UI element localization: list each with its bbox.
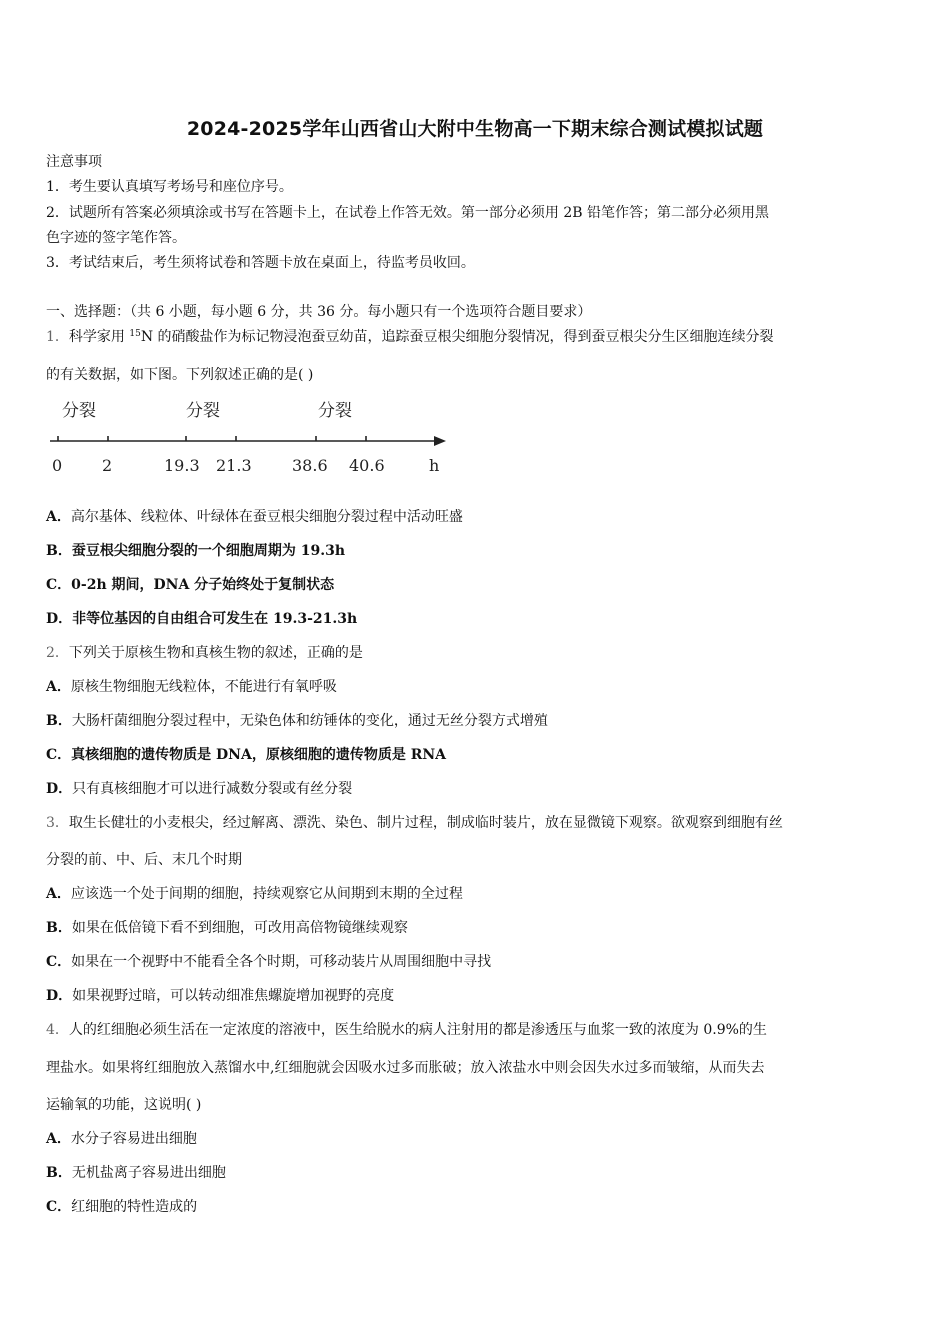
timeline-figure: [46, 390, 456, 480]
option-2b: B．大肠杆菌细胞分裂过程中，无染色体和纺锤体的变化，通过无丝分裂方式增殖: [46, 713, 548, 729]
option-2d: D．只有真核细胞才可以进行减数分裂或有丝分裂: [46, 781, 353, 797]
question-1-stem-cont: 的有关数据，如下图。下列叙述正确的是( ): [46, 367, 314, 383]
tick-label: 38.6: [292, 456, 328, 475]
question-3-stem: 3．取生长健壮的小麦根尖，经过解离、漂洗、染色、制片过程，制成临时装片，放在显微镜下观察。欲观察到细胞有丝: [46, 815, 783, 831]
option-3c: C．如果在一个视野中不能看全各个时期，可移动装片从周围细胞中寻找: [46, 954, 492, 970]
question-4-stem-cont: 运输氧的功能，这说明( ): [46, 1097, 202, 1113]
option-3a: A．应该选一个处于间期的细胞，持续观察它从间期到末期的全过程: [46, 886, 463, 902]
question-number: 3．: [46, 815, 69, 831]
option-4a: A．水分子容易进出细胞: [46, 1131, 197, 1147]
page-title: 2024-2025学年山西省山大附中生物高一下期末综合测试模拟试题: [186, 118, 764, 140]
cell-cycle-timeline: [46, 390, 456, 480]
option-3b: B．如果在低倍镜下看不到细胞，可改用高倍物镜继续观察: [46, 920, 408, 936]
section-heading: 一、选择题：（共 6 小题，每小题 6 分，共 36 分。每小题只有一个选项符合题目要求）: [46, 304, 592, 320]
option-3d: D．如果视野过暗，可以转动细准焦螺旋增加视野的亮度: [46, 988, 395, 1004]
tick-label: 19.3: [164, 456, 200, 475]
notice-item: 2．试题所有答案必须填涂或书写在答题卡上，在试卷上作答无效。第一部分必须用 2B 铅笔作答；第二部分必须用黑: [46, 205, 769, 221]
option-4c: C．红细胞的特性造成的: [46, 1199, 198, 1215]
question-number: 4．: [46, 1022, 69, 1038]
question-1-stem: 1．科学家用 $^{15}$N 的硝酸盐作为标记物浸泡蚕豆幼苗，追踪蚕豆根尖细胞分裂情况，得到蚕豆根尖分生区细胞连续分裂: [46, 329, 774, 345]
question-4-stem: 4．人的红细胞必须生活在一定浓度的溶液中，医生给脱水的病人注射用的都是渗透压与血浆一致的浓度为 0.9%的生: [46, 1022, 767, 1038]
option-4b: B．无机盐离子容易进出细胞: [46, 1165, 226, 1181]
option-1b: B．蚕豆根尖细胞分裂的一个细胞周期为 19.3h: [46, 543, 345, 559]
notice-heading: 注意事项: [46, 154, 102, 170]
notice-item: 3．考试结束后，考生须将试卷和答题卡放在桌面上，待监考员收回。: [46, 255, 475, 271]
question-2-stem: 2．下列关于原核生物和真核生物的叙述，正确的是: [46, 645, 363, 661]
question-4-stem-cont: 理盐水。如果将红细胞放入蒸馏水中,红细胞就会因吸水过多而胀破；放入浓盐水中则会因失水过多而皱缩，从而失去: [46, 1060, 765, 1076]
tick-label: 40.6: [349, 456, 385, 475]
option-2a: A．原核生物细胞无线粒体，不能进行有氧呼吸: [46, 679, 337, 695]
option-2c: C．真核细胞的遗传物质是 DNA，原核细胞的遗传物质是 RNA: [46, 747, 446, 763]
tick-label: 2: [102, 456, 113, 475]
division-label: 分裂: [318, 401, 352, 421]
division-label: 分裂: [62, 401, 96, 421]
question-number: 1．: [46, 329, 69, 345]
question-3-stem-cont: 分裂的前、中、后、末几个时期: [46, 852, 242, 868]
notice-item: 1．考生要认真填写考场号和座位序号。: [46, 179, 293, 195]
option-1c: C．0-2h 期间，DNA 分子始终处于复制状态: [46, 577, 335, 593]
unit-label: h: [429, 456, 440, 475]
axis-arrow: [434, 436, 446, 446]
option-1d: D．非等位基因的自由组合可发生在 19.3-21.3h: [46, 611, 358, 627]
option-1a: A．高尔基体、线粒体、叶绿体在蚕豆根尖细胞分裂过程中活动旺盛: [46, 509, 463, 525]
question-number: 2．: [46, 645, 69, 661]
tick-label: 0: [52, 456, 63, 475]
notice-item: 色字迹的签字笔作答。: [46, 230, 186, 246]
division-label: 分裂: [186, 401, 220, 421]
tick-label: 21.3: [216, 456, 252, 475]
superscript: 15: [129, 329, 141, 339]
